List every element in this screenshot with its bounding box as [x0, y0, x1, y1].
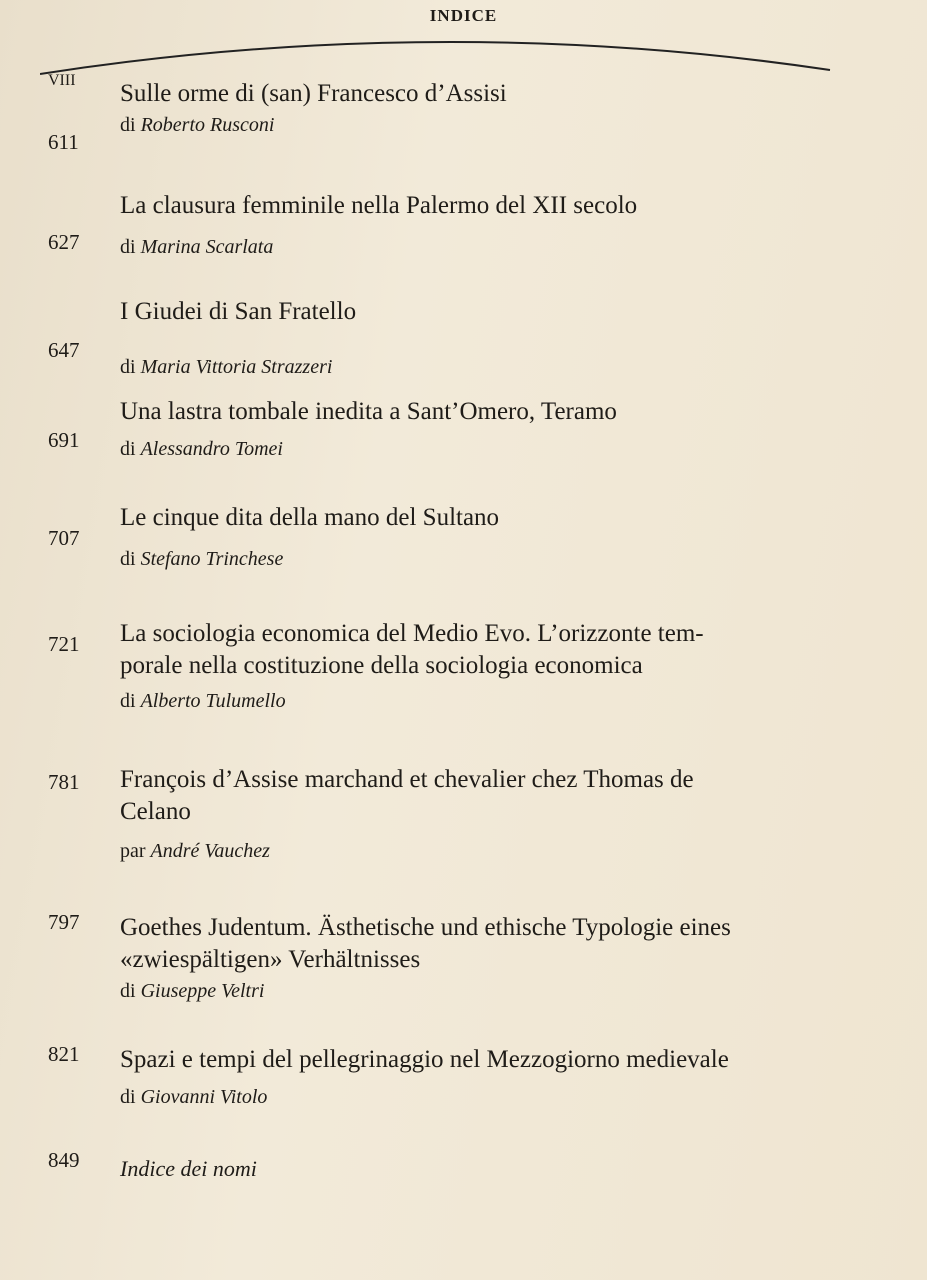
author-preposition: di — [120, 356, 136, 378]
entry-page-number: 721 — [48, 632, 80, 656]
entry-author — [120, 236, 273, 259]
entry-author — [120, 980, 264, 1003]
entry-title — [120, 396, 890, 428]
entry-page-number: 821 — [48, 1042, 80, 1066]
entry-title-line: Celano — [120, 798, 191, 825]
entry-title — [120, 296, 890, 328]
author-name: Roberto Rusconi — [140, 114, 275, 136]
entry-title — [120, 502, 890, 534]
author-name: Stefano Trinchese — [140, 548, 284, 570]
entry-author — [120, 438, 283, 461]
entry-author — [120, 1086, 267, 1109]
running-header: INDICE — [429, 6, 498, 25]
author-name: Alessandro Tomei — [140, 438, 283, 460]
entry-title-line: Sulle orme di (san) Francesco d’Assisi — [120, 80, 507, 107]
entry-title-line: François d’Assise marchand et chevalier chez Thomas de — [120, 766, 694, 793]
author-name: Giovanni Vitolo — [140, 1086, 268, 1108]
entry-title-line: Spazi e tempi del pellegrinaggio nel Mezzogiorno medievale — [120, 1046, 729, 1073]
author-name: Marina Scarlata — [140, 236, 274, 258]
entry-page-number: 647 — [48, 338, 80, 362]
author-preposition: di — [120, 548, 136, 570]
author-name: Alberto Tulumello — [140, 690, 286, 712]
entry-author — [120, 356, 332, 379]
entry-title-line: La sociologia economica del Medio Evo. L’orizzonte tem- — [120, 620, 704, 647]
entry-page-number: 691 — [48, 428, 80, 452]
entry-page-number: 849 — [48, 1148, 80, 1172]
entry-title — [120, 618, 890, 682]
entry-title-line: porale nella costituzione della sociologia economica — [120, 652, 643, 679]
entry-title-line: Le cinque dita della mano del Sultano — [120, 504, 500, 531]
page-number: VIII — [48, 72, 76, 89]
entry-title — [120, 764, 890, 828]
entry-title — [120, 912, 890, 976]
author-preposition: di — [120, 114, 136, 136]
author-preposition: par — [120, 840, 146, 862]
author-name: Maria Vittoria Strazzeri — [140, 356, 333, 378]
author-preposition: di — [120, 236, 136, 258]
entry-title-line: Goethes Judentum. Ästhetische und ethische Typologie eines — [120, 914, 731, 941]
entry-page-number: 781 — [48, 770, 80, 794]
entry-author — [120, 840, 270, 863]
header-rule — [40, 30, 840, 80]
entry-title-line: La clausura femminile nella Palermo del XII secolo — [120, 192, 638, 219]
entry-title-line: I Giudei di San Fratello — [120, 298, 357, 325]
entry-title — [120, 1044, 890, 1076]
author-preposition: di — [120, 1086, 136, 1108]
entry-page-number: 611 — [48, 130, 79, 154]
author-name: André Vauchez — [150, 840, 270, 862]
entry-author — [120, 114, 274, 137]
entry-title-line: Una lastra tombale inedita a Sant’Omero, Teramo — [120, 398, 617, 425]
entry-title — [120, 78, 890, 110]
entry-author — [120, 1156, 257, 1182]
entry-title — [120, 190, 890, 222]
author-preposition: di — [120, 438, 136, 460]
entry-page-number: 797 — [48, 910, 80, 934]
entry-title-line: «zwiespältigen» Verhältnisses — [120, 946, 421, 973]
entry-page-number: 707 — [48, 526, 80, 550]
entry-author — [120, 548, 283, 571]
author-preposition: di — [120, 980, 136, 1002]
entry-page-number: 627 — [48, 230, 80, 254]
author-preposition: di — [120, 690, 136, 712]
entry-author — [120, 690, 286, 713]
author-name: Giuseppe Veltri — [140, 980, 265, 1002]
index-entry-title: Indice dei nomi — [120, 1156, 257, 1181]
